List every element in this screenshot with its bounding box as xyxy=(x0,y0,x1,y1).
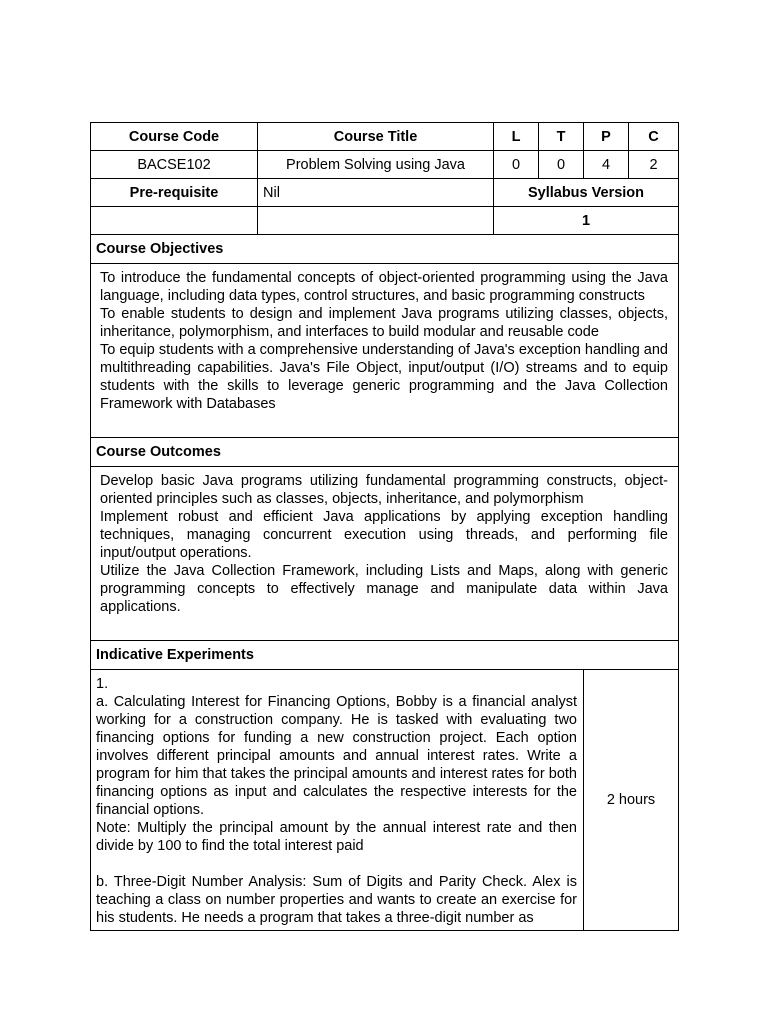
experiment-text-cell xyxy=(91,670,584,931)
objective-item: To equip students with a comprehensive understanding of Java's exception handling and multithreading capabilities. Java's File Object, input/output (I/O) streams and to equip students with the skills to leverage generic programming and the Java Collection Framework with Databases xyxy=(100,342,668,412)
experiment-part-a: a. Calculating Interest for Financing Options, Bobby is a financial analyst working for a construction company. He is tasked with evaluating two financing options for funding a new construction project. Each option involves different principal amounts and annual interest rates. Write a program for him that takes the principal amounts and interest rates for both financing options as input and calculates the respective interests for the financial options. xyxy=(96,694,577,818)
syllabus-page xyxy=(90,122,678,931)
p-label: P xyxy=(584,123,629,151)
objectives-body-row xyxy=(91,264,679,438)
experiment-part-b: b. Three-Digit Number Analysis: Sum of Digits and Parity Check. Alex is teaching a class on number properties and wants to create an exercise for his students. He needs a program that takes a three-digit number as xyxy=(96,874,577,926)
outcomes-body-row xyxy=(91,467,679,641)
course-title-value: Problem Solving using Java xyxy=(258,151,494,179)
prereq-value: Nil xyxy=(258,179,494,207)
syllabus-version-value: 1 xyxy=(494,207,679,235)
objectives-list xyxy=(100,269,668,413)
outcomes-heading-row xyxy=(91,438,679,467)
outcome-item: Develop basic Java programs utilizing fundamental programming constructs, object-oriented principles such as classes, objects, inheritance, and polymorphism xyxy=(100,473,668,507)
course-code-label: Course Code xyxy=(91,123,258,151)
experiment-text xyxy=(96,675,577,927)
l-label: L xyxy=(494,123,539,151)
outcomes-list xyxy=(100,472,668,616)
outcome-item: Utilize the Java Collection Framework, including Lists and Maps, along with generic programming concepts to effectively manage and manipulate data within Java applications. xyxy=(100,563,668,615)
t-value: 0 xyxy=(539,151,584,179)
version-row xyxy=(91,207,679,235)
outcome-item: Implement robust and efficient Java applications by applying exception handling techniques, managing concurrent execution using threads, and performing file input/output operations. xyxy=(100,509,668,561)
course-code-value: BACSE102 xyxy=(91,151,258,179)
syllabus-version-label: Syllabus Version xyxy=(494,179,679,207)
outcomes-cell xyxy=(91,467,679,641)
course-row xyxy=(91,151,679,179)
objective-item: To enable students to design and implement Java programs utilizing classes, objects, inheritance, polymorphism, and interfaces to build modular and reusable code xyxy=(100,306,668,340)
objectives-heading-row xyxy=(91,235,679,264)
empty-cell-1 xyxy=(91,207,258,235)
course-title-label: Course Title xyxy=(258,123,494,151)
p-value: 4 xyxy=(584,151,629,179)
header-row xyxy=(91,123,679,151)
syllabus-table xyxy=(90,122,679,931)
objectives-cell xyxy=(91,264,679,438)
prereq-row xyxy=(91,179,679,207)
prereq-label: Pre-requisite xyxy=(91,179,258,207)
c-value: 2 xyxy=(629,151,679,179)
objective-item: To introduce the fundamental concepts of object-oriented programming using the Java language, including data types, control structures, and basic programming constructs xyxy=(100,270,668,304)
experiments-heading-row xyxy=(91,641,679,670)
outcomes-heading: Course Outcomes xyxy=(91,438,679,467)
experiment-hours: 2 hours xyxy=(584,670,679,931)
t-label: T xyxy=(539,123,584,151)
l-value: 0 xyxy=(494,151,539,179)
empty-cell-2 xyxy=(258,207,494,235)
objectives-heading: Course Objectives xyxy=(91,235,679,264)
experiments-body-row xyxy=(91,670,679,931)
c-label: C xyxy=(629,123,679,151)
experiment-note: Note: Multiply the principal amount by the annual interest rate and then divide by 100 to find the total interest paid xyxy=(96,820,577,854)
experiments-heading: Indicative Experiments xyxy=(91,641,679,670)
experiment-number: 1. xyxy=(96,676,109,692)
